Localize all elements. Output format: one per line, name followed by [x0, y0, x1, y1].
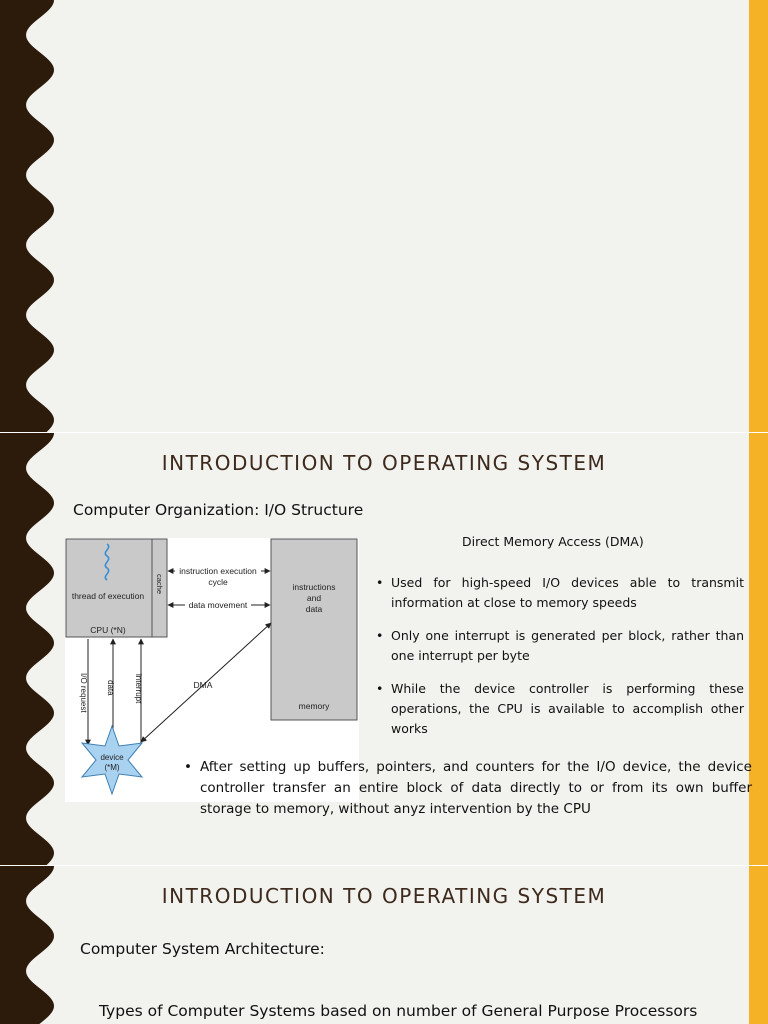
memory-line3: data [305, 604, 323, 614]
bullet-marker: • [376, 681, 384, 696]
paragraph-text: After setting up buffers, pointers, and counters for the I/O device, the device controller transfer an entire block of data directly to or from its own buffer storage to memory, without anyz intervention by the CPU [200, 759, 752, 817]
slide-title: INTRODUCTION TO OPERATING SYSTEM [161, 451, 607, 475]
wavy-left-border [0, 433, 60, 865]
memory-line1: instructions [292, 582, 336, 592]
slide-title: INTRODUCTION TO OPERATING SYSTEM [161, 884, 607, 908]
section-subheading: Types of Computer Systems based on number of General Purpose Processors [99, 1002, 698, 1020]
memory-box [271, 539, 357, 720]
device-label-1: device [100, 753, 124, 762]
instr-cycle-label-2: cycle [208, 577, 228, 587]
cache-label: cache [155, 574, 164, 595]
bullet-item [374, 679, 744, 739]
slide-blank [0, 0, 768, 432]
io-request-label: I/O request [79, 673, 88, 713]
bullet-text: While the device controller is performing these operations, the CPU is available to accomplish other works [391, 681, 744, 736]
slide-io-structure [0, 433, 768, 865]
bullet-text: Only one interrupt is generated per block, rather than one interrupt per byte [391, 628, 744, 663]
memory-line2: and [306, 593, 322, 603]
subtitle-rest: I/O Structure [259, 501, 364, 519]
bullet-text: Used for high-speed I/O devices able to transmit information at close to memory speeds [391, 575, 744, 610]
wavy-left-border [0, 0, 60, 432]
slide-system-architecture [0, 866, 768, 1024]
interrupt-label: interrupt [134, 674, 143, 704]
dma-bullet-list [374, 573, 744, 752]
thread-label: thread of execution [71, 591, 145, 601]
data-movement-label: data movement [188, 600, 248, 610]
bullet-marker: • [184, 759, 192, 775]
instr-cycle-label: instruction execution [179, 566, 257, 576]
data-label: data [106, 680, 115, 696]
subtitle-main: Computer Organization: [73, 501, 260, 519]
dma-heading: Direct Memory Access (DMA) [462, 534, 644, 549]
bullet-marker: • [376, 575, 384, 590]
orange-right-bar [749, 0, 768, 432]
memory-label: memory [298, 701, 330, 711]
bullet-marker: • [376, 628, 384, 643]
bullet-item [374, 573, 744, 613]
bullet-item [374, 626, 744, 666]
section-heading: Computer System Architecture: [80, 940, 325, 958]
device-label-2: (*M) [104, 763, 120, 772]
dma-label: DMA [193, 680, 213, 690]
slide-subtitle [73, 501, 363, 519]
dma-paragraph [184, 757, 752, 820]
cpu-label: CPU (*N) [90, 625, 126, 635]
